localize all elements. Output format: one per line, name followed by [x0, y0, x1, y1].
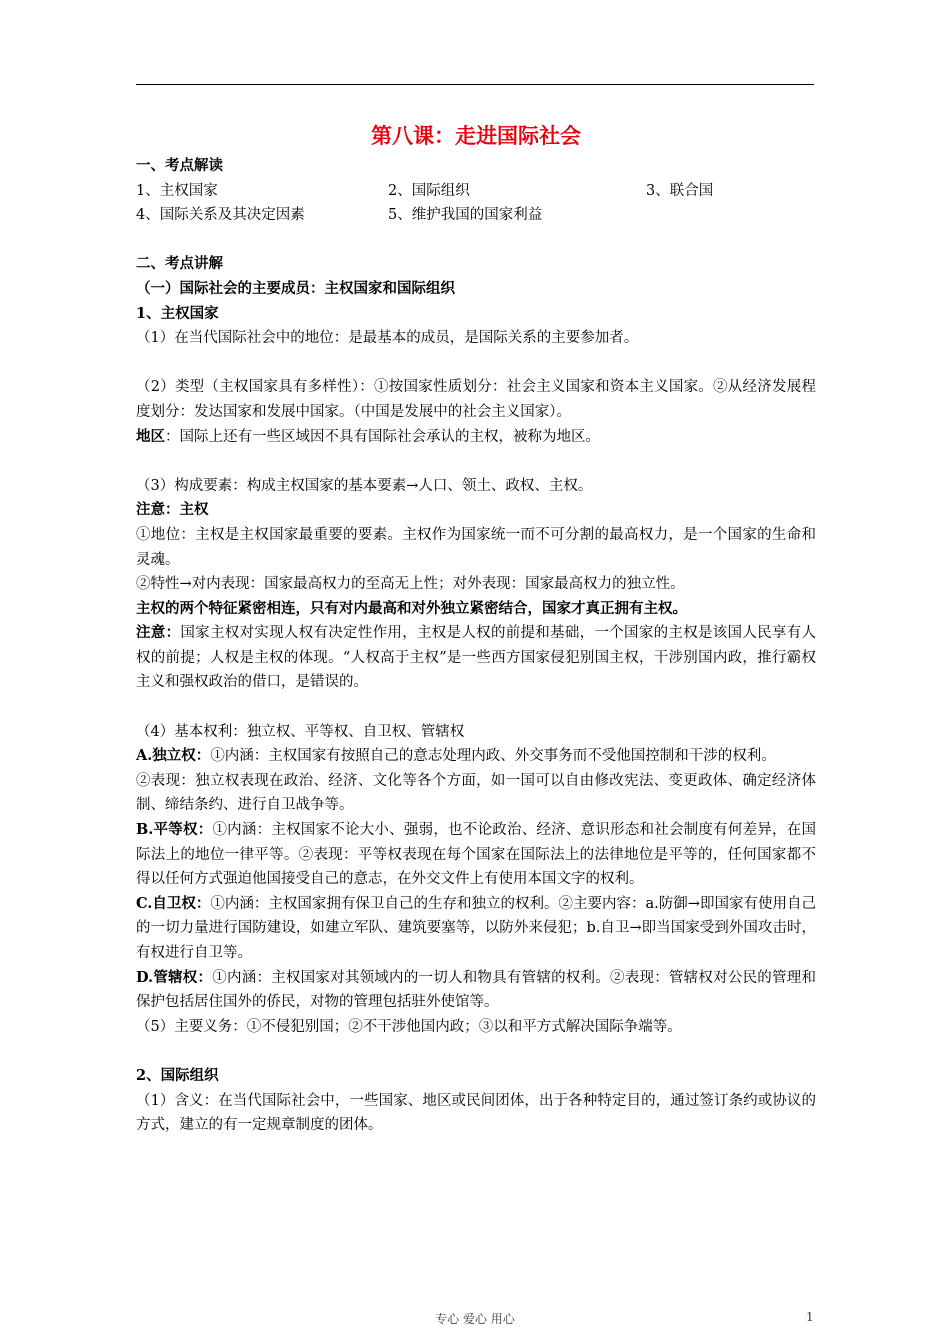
document-body — [136, 120, 816, 1138]
topic-heading: 1、主权国家 — [136, 304, 219, 322]
paragraph — [136, 966, 816, 1015]
term-label: B.平等权： — [136, 821, 213, 839]
paragraph: （3）构成要素：构成主权国家的基本要素→人口、领土、政权、主权。 — [136, 477, 593, 494]
note-heading: 注意：主权 — [136, 501, 209, 519]
term-label: 地区 — [136, 427, 165, 445]
paragraph: （4）基本权利：独立权、平等权、自卫权、管辖权 — [136, 723, 465, 740]
topic-item: 3、联合国 — [646, 182, 714, 199]
page-footer: 专心 爱心 用心 — [435, 1312, 515, 1326]
section-heading: 一、考点解读 — [136, 157, 223, 174]
subsection-heading: （一）国际社会的主要成员：主权国家和国际组织 — [136, 279, 455, 297]
paragraph: （1）在当代国际社会中的地位：是最基本的成员，是国际关系的主要参加者。 — [136, 330, 639, 347]
paragraph — [136, 744, 816, 769]
term-text: ①内涵：主权国家拥有保卫自己的生存和独立的权利。②主要内容：a.防御→即国家有使用自己的一切力量进行国防建设，如建立军队、建筑要塞等，以防外来侵犯；b.自卫→即当国家受到外国攻击时，有权进行自卫等。 — [136, 895, 816, 961]
paragraph: ②表现：独立权表现在政治、经济、文化等各个方面，如一国可以自由修改宪法、变更政体、确定经济体制、缔结条约、进行自卫战争等。 — [136, 772, 816, 814]
term-text: ①内涵：主权国家有按照自己的意志处理内政、外交事务而不受他国控制和干涉的权利。 — [210, 748, 776, 765]
page-title: 第八课：走进国际社会 — [371, 124, 581, 148]
paragraph: ①地位：主权是主权国家最重要的要素。主权作为国家统一而不可分割的最高权力，是一个国家的生命和灵魂。 — [136, 526, 816, 568]
header-rule — [136, 84, 814, 85]
paragraph — [136, 425, 816, 450]
paragraph: ②特性→对内表现：国家最高权力的至高无上性；对外表现：国家最高权力的独立性。 — [136, 576, 685, 593]
term-label: A.独立权： — [136, 747, 211, 765]
paragraph: （1）含义：在当代国际社会中，一些国家、地区或民间团体，出于各种特定目的，通过签订条约或协议的方式，建立的有一定规章制度的团体。 — [136, 1092, 816, 1134]
paragraph — [136, 892, 816, 966]
paragraph: （5）主要义务：①不侵犯别国；②不干涉他国内政；③以和平方式解决国际争端等。 — [136, 1018, 682, 1035]
term-text: ：国际上还有一些区域因不具有国际社会承认的主权，被称为地区。 — [165, 428, 600, 445]
page-number: 1 — [806, 1310, 814, 1324]
term-label: D.管辖权： — [136, 968, 213, 986]
term-text: 国家主权对实现人权有决定性作用，主权是人权的前提和基础，一个国家的主权是该国人民享有人权的前提；人权是主权的体现。“人权高于主权”是一些西方国家侵犯别国主权，干涉别国内政，推行霸权主义和强权政治的借口，是错误的。 — [136, 625, 817, 691]
paragraph — [136, 621, 816, 695]
topic-row — [136, 203, 816, 228]
section-heading: 二、考点讲解 — [136, 255, 223, 273]
paragraph — [136, 818, 816, 892]
topic-item: 5、维护我国的国家利益 — [388, 207, 543, 224]
paragraph: （2）类型（主权国家具有多样性）：①按国家性质划分：社会主义国家和资本主义国家。②从经济发展程度划分：发达国家和发展中国家。（中国是发展中的社会主义国家）。 — [136, 379, 816, 420]
topic-item: 4、国际关系及其决定因素 — [136, 207, 305, 224]
term-label: 注意： — [136, 624, 181, 642]
topic-heading: 2、国际组织 — [136, 1066, 219, 1084]
topic-item: 1、主权国家 — [136, 182, 218, 199]
topic-row — [136, 179, 816, 204]
topic-item: 2、国际组织 — [388, 182, 470, 199]
term-text: ①内涵：主权国家不论大小、强弱，也不论政治、经济、意识形态和社会制度有何差异，在国际法上的地位一律平等。②表现：平等权表现在每个国家在国际法上的法律地位是平等的，任何国家都不得以任何方式强迫他国接受自己的意志，在外交文件上有使用本国文字的权利。 — [136, 822, 816, 888]
term-label: C.自卫权： — [136, 894, 211, 912]
term-text: ①内涵：主权国家对其领域内的一切人和物具有管辖的权利。②表现：管辖权对公民的管理和保护包括居住国外的侨民，对物的管理包括驻外使馆等。 — [136, 969, 816, 1011]
key-point: 主权的两个特征紧密相连，只有对内最高和对外独立紧密结合，国家才真正拥有主权。 — [136, 599, 687, 617]
